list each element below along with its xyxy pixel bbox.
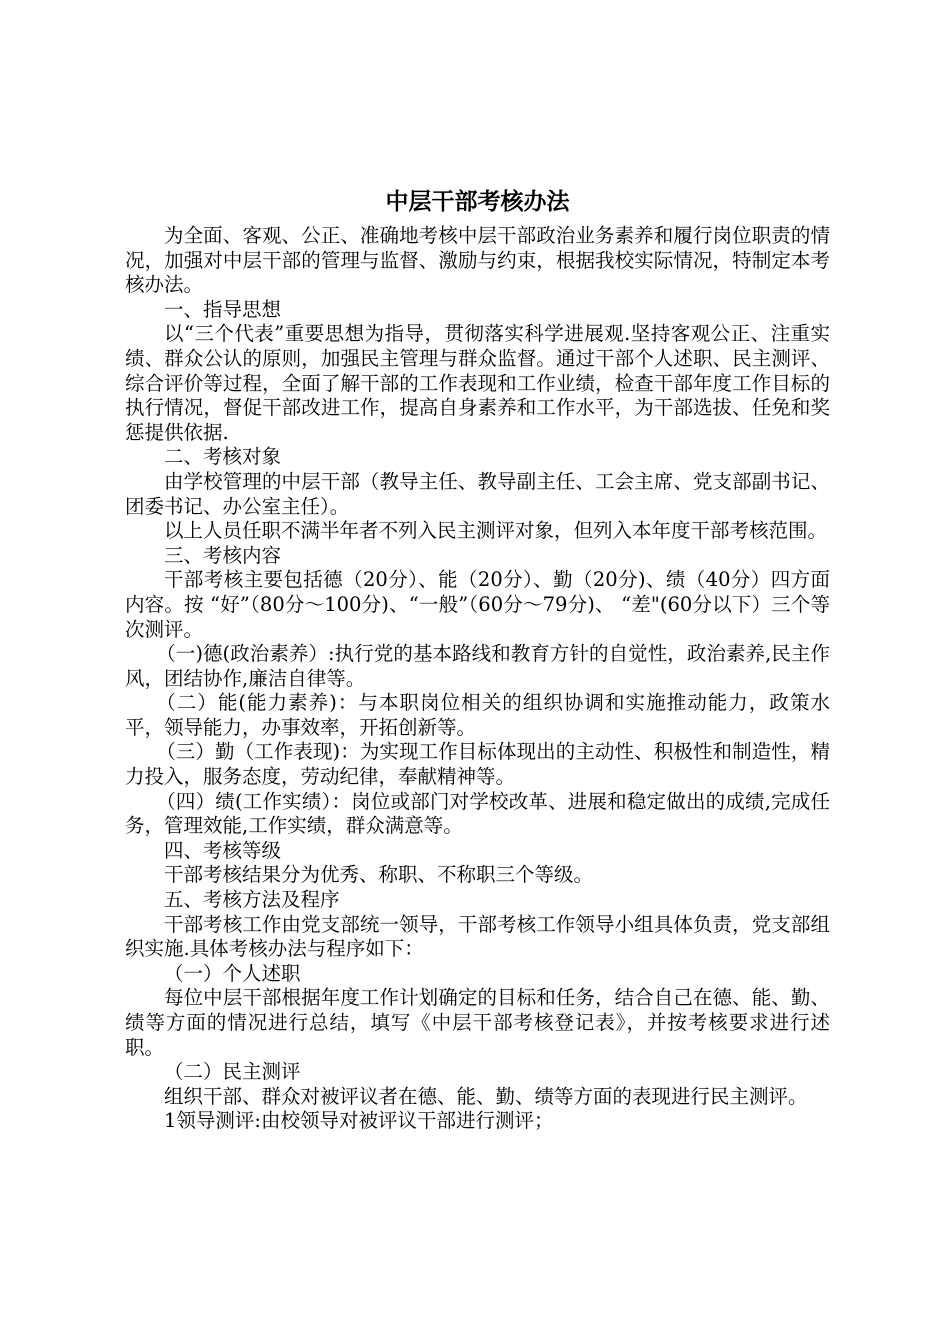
content-item-morality: （一)德(政治素养）:执行党的基本路线和教育方针的自觉性，政治素养,民主作风，团结协作,廉洁自律等。 [125, 642, 830, 690]
leadership-evaluation-item: 1领导测评:由校领导对被评议干部进行测评； [164, 1109, 554, 1133]
personal-report-paragraph: 每位中层干部根据年度工作计划确定的目标和任务，结合自己在德、能、勤、绩等方面的情况进行总结，填写《中层干部考核登记表》，并按考核要求进行述职。 [125, 986, 830, 1059]
document-page [125, 186, 830, 1134]
subsection-heading-democratic-evaluation: （二）民主测评 [164, 1060, 301, 1084]
content-item-diligence: （三）勤（工作表现)：为实现工作目标体现出的主动性、积极性和制造性，精力投入，服务态度，劳动纪律，奉献精神等。 [125, 740, 830, 789]
intro-paragraph: 为全面、客观、公正、准确地考核中层干部政治业务素养和履行岗位职责的情况，加强对中层干部的管理与监督、激励与约束，根据我校实际情况，特制定本考核办法。 [125, 224, 830, 297]
section-heading-assessment-target: 二、考核对象 [164, 445, 282, 469]
subsection-heading-personal-report: （一）个人述职 [164, 961, 301, 985]
assessment-grades-paragraph: 干部考核结果分为优秀、称职、不称职三个等级。 [164, 863, 594, 887]
assessment-procedure-paragraph: 干部考核工作由党支部统一领导，干部考核工作领导小组具体负责，党支部组织实施.具体考核办法与程序如下： [125, 912, 830, 961]
content-item-performance: （四）绩(工作实绩）：岗位或部门对学校改革、进展和稳定做出的成绩,完成任务，管理效能,工作实绩，群众满意等。 [125, 789, 830, 838]
assessment-target-paragraph: 由学校管理的中层干部（教导主任、教导副主任、工会主席、党支部副书记、团委书记、办公室主任）。 [125, 469, 830, 518]
assessment-content-paragraph: 干部考核主要包括德（20分）、能（20分）、勤（20分)、绩（40分）四方面内容。按 “好”（80分～100分)、“一般”（60分～79分)、 “差"(60分以下）三个等次测评。 [125, 568, 830, 641]
section-heading-assessment-procedure: 五、考核方法及程序 [164, 888, 340, 912]
section-heading-assessment-grades: 四、考核等级 [164, 838, 282, 862]
section-heading-guiding-thought: 一、指导思想 [164, 297, 282, 321]
document-title: 中层干部考核办法 [385, 188, 570, 215]
assessment-target-exception-paragraph: 以上人员任职不满半年者不列入民主测评对象，但列入本年度干部考核范围。 [164, 519, 828, 543]
guiding-thought-paragraph: 以“三个代表”重要思想为指导，贯彻落实科学进展观.坚持客观公正、注重实绩、群众公认的原则，加强民主管理与群众监督。通过干部个人述职、民主测评、综合评价等过程，全面了解干部的工作表现和工作业绩，检查干部年度工作目标的执行情况，督促干部改进工作，提高自身素养和工作水平，为干部选拔、任免和奖惩提供依据. [125, 322, 830, 444]
democratic-evaluation-paragraph: 组织干部、群众对被评议者在德、能、勤、绩等方面的表现进行民主测评。 [164, 1084, 808, 1108]
section-heading-assessment-content: 三、考核内容 [164, 543, 282, 567]
content-item-ability: （二）能(能力素养)：与本职岗位相关的组织协调和实施推动能力，政策水平，领导能力，办事效率，开拓创新等。 [125, 691, 830, 739]
